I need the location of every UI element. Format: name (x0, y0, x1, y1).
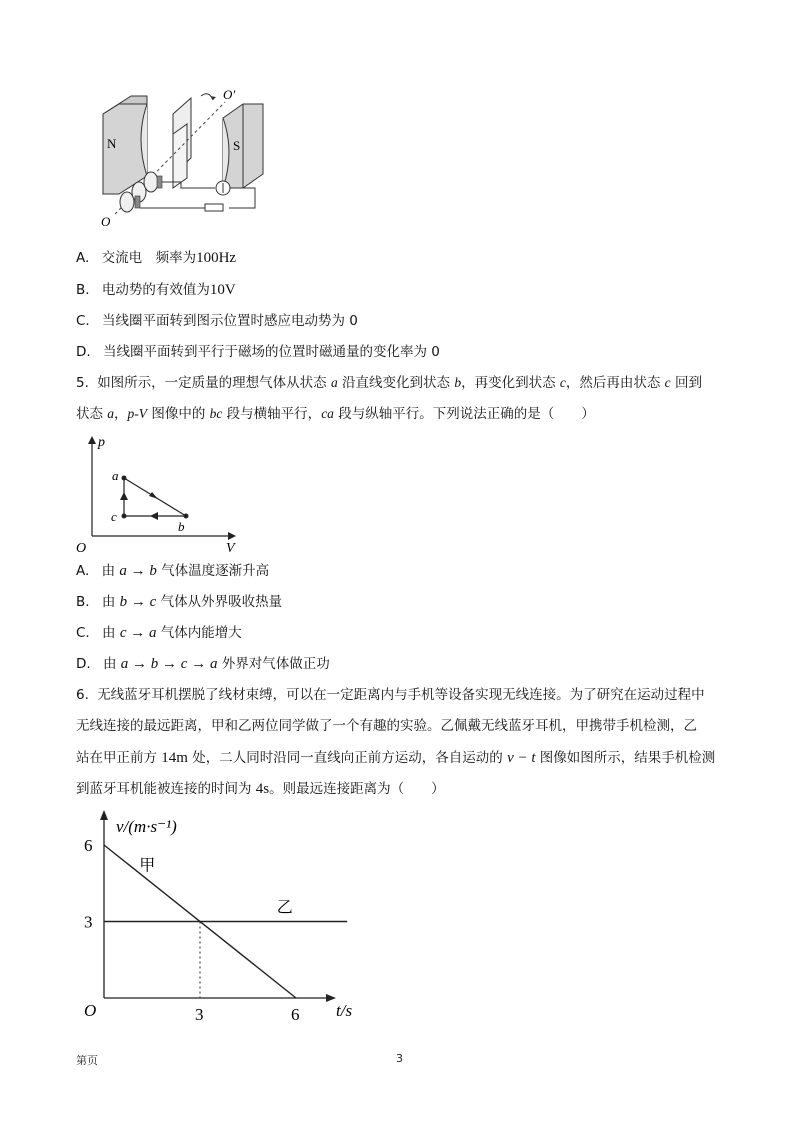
footer-left: 第页 (76, 1054, 98, 1067)
option-5b: B. 由 b → c 气体从外界吸收热量 (76, 594, 283, 610)
option-5d: D. 由 a → b → c → a 外界对气体做正功 (76, 656, 330, 672)
pv-axis-v-label: V (226, 541, 235, 554)
pv-axis-p-label: p (98, 435, 105, 450)
vt-x-tick-2: 6 (291, 1005, 300, 1024)
vt-chart (80, 808, 370, 1030)
option-5a: A. 由 a → b 气体温度逐渐升高 (76, 563, 270, 579)
q6-stem-line4: 到蓝牙耳机能被连接的时间为 4s。则最远连接距离为（ ） (76, 781, 445, 797)
pv-point-c (122, 514, 127, 519)
axis-label-o: O (101, 214, 111, 229)
vt-x-tick-1: 3 (195, 1005, 204, 1024)
option-4c: C. 当线圈平面转到图示位置时感应电动势为 0 (76, 313, 358, 329)
pv-origin-label: O (76, 541, 87, 554)
pv-point-b (184, 514, 189, 519)
axis-label-o-prime: O′ (223, 87, 236, 102)
option-4a: A. 交流电 频率为100Hz (76, 250, 237, 266)
option-4b: B. 电动势的有效值为10V (76, 282, 236, 298)
vt-y-tick-2: 3 (84, 912, 93, 932)
pv-label-a: a (112, 468, 119, 483)
magnet-n-label: N (107, 136, 117, 151)
q6-stem-line1: 6. 无线蓝牙耳机摆脱了线材束缚，可以在一定距离内与手机等设备实现无线连接。为了研究在运动过程中 (76, 687, 705, 703)
q6-stem-line2: 无线连接的最远距离，甲和乙两位同学做了一个有趣的实验。乙佩戴无线蓝牙耳机，甲携带手机检测，乙 (76, 718, 697, 734)
pv-label-b: b (178, 519, 185, 534)
pv-label-c: c (111, 509, 117, 524)
pv-point-a (122, 476, 127, 481)
vt-series-label-1: 甲 (139, 857, 156, 875)
page-number: 3 (396, 1052, 403, 1065)
q6-stem-line3: 站在甲正前方 14m 处，二人同时沿同一直线向正前方运动，各自运动的 v − t 图像如图所示，结果手机检测 (76, 750, 716, 766)
option-5c: C. 由 c → a 气体内能增大 (76, 625, 242, 641)
vt-series-label-2: 乙 (276, 899, 293, 917)
option-4d: D. 当线圈平面转到平行于磁场的位置时磁通量的变化率为 0 (76, 344, 440, 360)
q5-stem-line2: 状态 a，p-V 图像中的 bc 段与横轴平行，ca 段与纵轴平行。下列说法正确的是（ ） (76, 406, 595, 422)
generator-figure (95, 84, 275, 230)
pv-diagram (72, 432, 242, 554)
magnet-s-label: S (233, 138, 241, 153)
vt-origin-label: O (84, 1001, 97, 1020)
vt-y-tick-1: 6 (84, 836, 93, 855)
q5-stem-line1: 5. 如图所示，一定质量的理想气体从状态 a 沿直线变化到状态 b，再变化到状态 c，然后再由状态 c 回到 (76, 375, 702, 391)
vt-xlabel: t/s (336, 1001, 353, 1020)
vt-ylabel: v/(m·s⁻¹) (116, 817, 177, 836)
